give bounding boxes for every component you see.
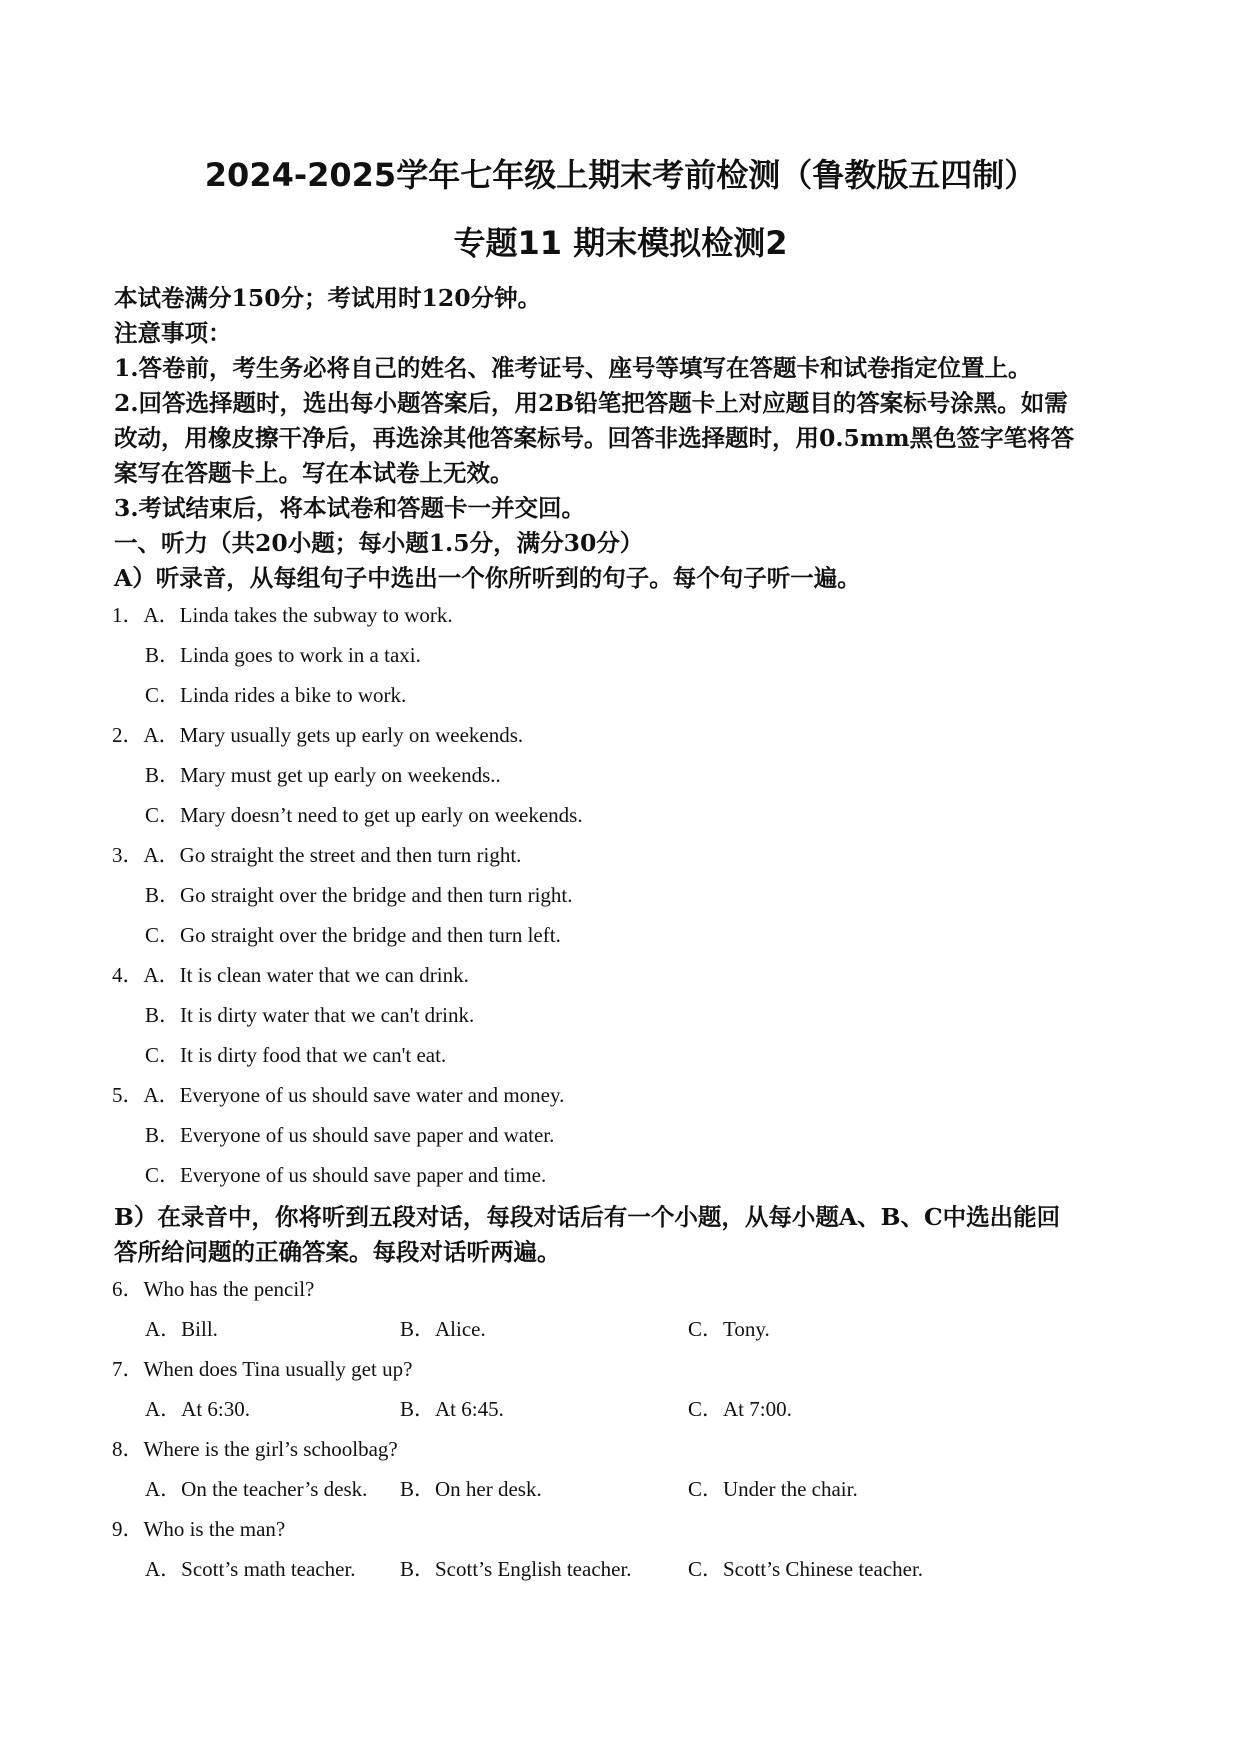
question-6-option-c: C．Tony.: [688, 1317, 770, 1341]
question-9-option-c: C．Scott’s Chinese teacher.: [688, 1557, 924, 1581]
question-4-option-b: B．It is dirty water that we can't drink.: [145, 1003, 475, 1027]
question-5-option-a: 5．A．Everyone of us should save water and money.: [112, 1083, 565, 1107]
question-7-option-b: B．At 6:45.: [400, 1397, 504, 1421]
question-9-stem: 9．Who is the man?: [112, 1517, 286, 1541]
question-5-option-c: C．Everyone of us should save paper and time.: [145, 1163, 547, 1187]
question-5-option-b: B．Everyone of us should save paper and water.: [145, 1123, 555, 1147]
exam-subtitle: 专题11 期末模拟检测2: [453, 224, 788, 262]
question-3-option-b: B．Go straight over the bridge and then turn right.: [145, 883, 573, 907]
question-7-stem: 7．When does Tina usually get up?: [112, 1357, 413, 1381]
question-1-option-b: B．Linda goes to work in a taxi.: [145, 643, 421, 667]
question-7-option-a: A．At 6:30.: [145, 1397, 250, 1421]
question-9-option-b: B．Scott’s English teacher.: [400, 1557, 632, 1581]
question-3-option-a: 3．A．Go straight the street and then turn right.: [112, 843, 522, 867]
question-4-option-a: 4．A．It is clean water that we can drink.: [112, 963, 469, 987]
question-6-stem: 6．Who has the pencil?: [112, 1277, 315, 1301]
question-8-option-b: B．On her desk.: [400, 1477, 542, 1501]
part-a-instruction: A）听录音，从每组句子中选出一个你所听到的句子。每个句子听一遍。: [114, 564, 861, 592]
note-item-2-line-2: 改动，用橡皮擦干净后，再选涂其他答案标号。回答非选择题时，用0.5mm黑色签字笔将答: [114, 424, 1075, 452]
score-time-note: 本试卷满分150分；考试用时120分钟。: [114, 284, 542, 312]
part-b-instruction-line-2: 答所给问题的正确答案。每段对话听两遍。: [114, 1238, 561, 1266]
question-2-option-a: 2．A．Mary usually gets up early on weekends.: [112, 723, 524, 747]
notes-heading: 注意事项：: [114, 319, 232, 347]
question-4-option-c: C．It is dirty food that we can't eat.: [145, 1043, 447, 1067]
question-7-option-c: C．At 7:00.: [688, 1397, 792, 1421]
question-6-option-b: B．Alice.: [400, 1317, 486, 1341]
question-9-option-a: A．Scott’s math teacher.: [145, 1557, 356, 1581]
question-6-option-a: A．Bill.: [145, 1317, 218, 1341]
note-item-1: 1.答卷前，考生务必将自己的姓名、准考证号、座号等填写在答题卡和试卷指定位置上。: [114, 354, 1032, 382]
question-1-option-c: C．Linda rides a bike to work.: [145, 683, 407, 707]
question-2-option-b: B．Mary must get up early on weekends..: [145, 763, 501, 787]
part-b-instruction-line-1: B）在录音中，你将听到五段对话，每段对话后有一个小题，从每小题A、B、C中选出能回: [114, 1203, 1061, 1231]
note-item-2-line-3: 案写在答题卡上。写在本试卷上无效。: [114, 459, 514, 487]
question-1-option-a: 1．A．Linda takes the subway to work.: [112, 603, 453, 627]
question-8-option-a: A．On the teacher’s desk.: [145, 1477, 368, 1501]
question-3-option-c: C．Go straight over the bridge and then turn left.: [145, 923, 561, 947]
note-item-3: 3.考试结束后，将本试卷和答题卡一并交回。: [114, 494, 586, 522]
question-2-option-c: C．Mary doesn’t need to get up early on weekends.: [145, 803, 583, 827]
note-item-2-line-1: 2.回答选择题时，选出每小题答案后，用2B铅笔把答题卡上对应题目的答案标号涂黑。如需: [114, 389, 1068, 417]
question-8-stem: 8．Where is the girl’s schoolbag?: [112, 1437, 398, 1461]
exam-title: 2024-2025学年七年级上期末考前检测（鲁教版五四制）: [204, 156, 1037, 194]
question-8-option-c: C．Under the chair.: [688, 1477, 858, 1501]
section-heading: 一、听力（共20小题；每小题1.5分，满分30分）: [114, 529, 644, 557]
